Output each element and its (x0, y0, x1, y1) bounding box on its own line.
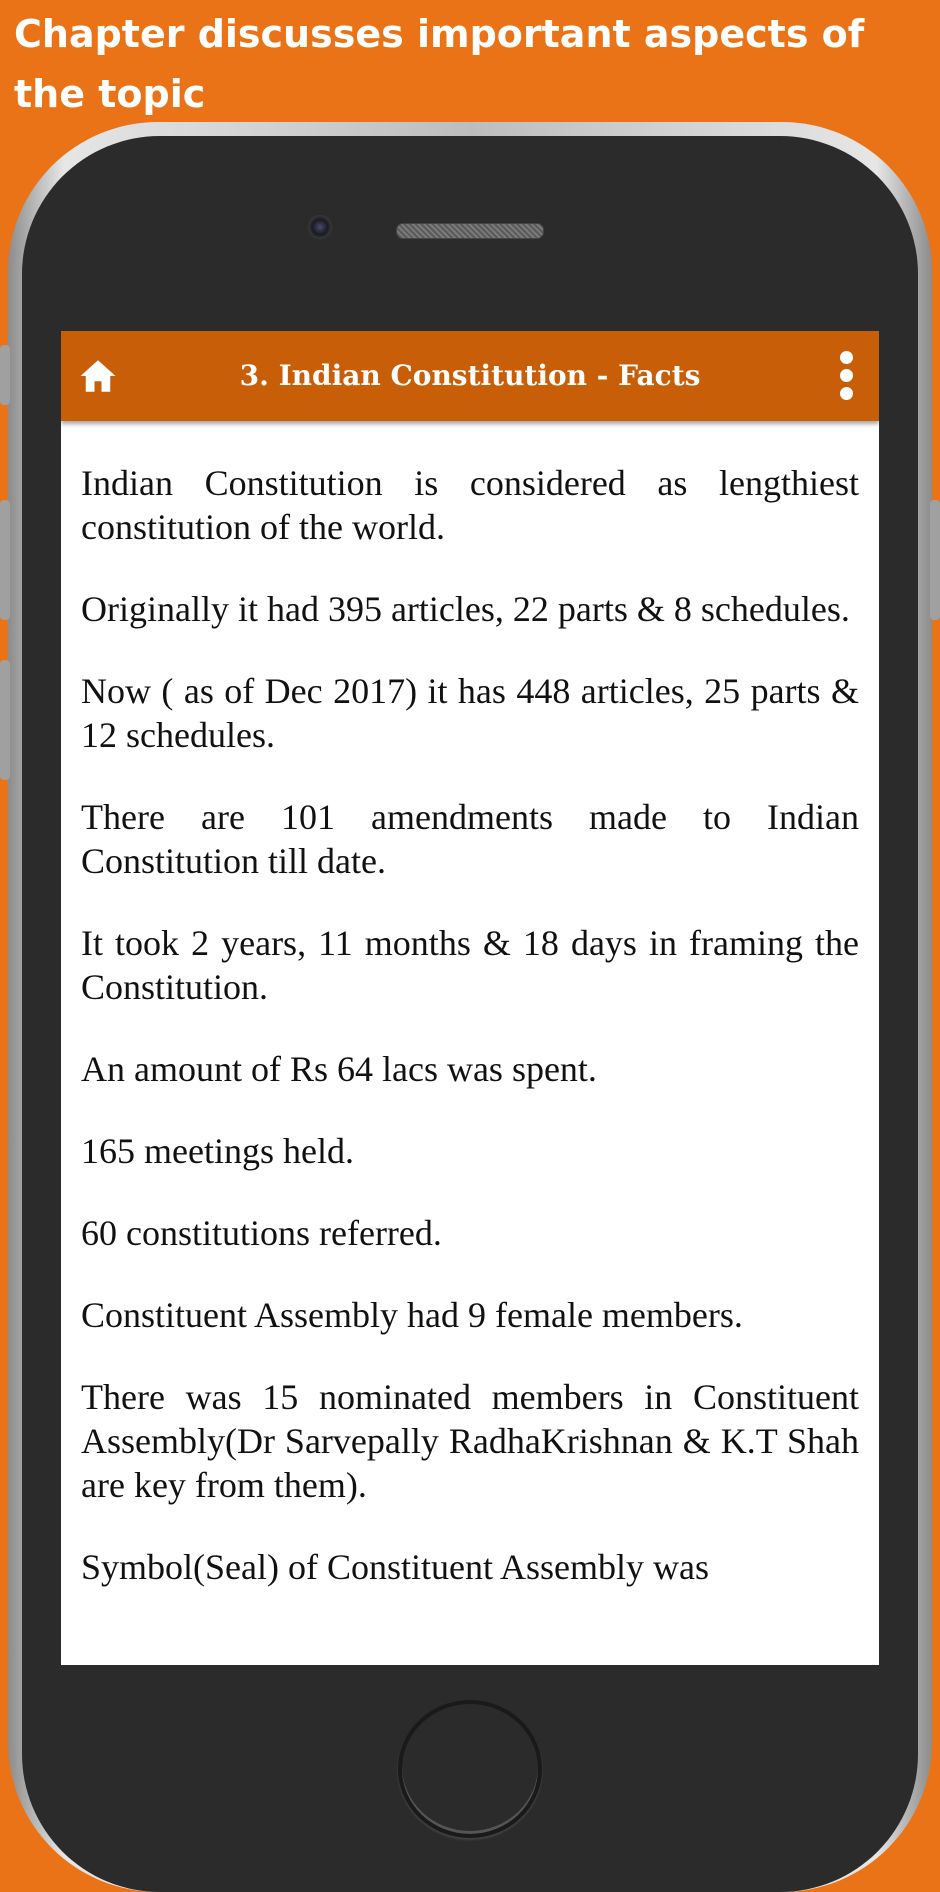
app-bar (61, 331, 879, 421)
phone-side-button-left-2 (0, 500, 10, 620)
fact-item: Now ( as of Dec 2017) it has 448 articles, 25 parts & 12 schedules. (81, 671, 859, 755)
speaker-grille (396, 223, 544, 239)
home-icon[interactable] (77, 355, 119, 397)
more-vertical-icon[interactable] (835, 351, 857, 403)
camera-icon (308, 215, 332, 239)
page-title: 3. Indian Constitution - Facts (239, 359, 701, 392)
phone-home-button[interactable] (398, 1700, 542, 1838)
fact-item: There was 15 nominated members in Constituent Assembly(Dr Sarvepally RadhaKrishnan & K.T Shah are key from them). (81, 1377, 859, 1505)
fact-item: Symbol(Seal) of Constituent Assembly was (81, 1547, 709, 1587)
fact-item: 60 constitutions referred. (81, 1213, 442, 1253)
phone-side-button-right (930, 500, 940, 620)
facts-list (81, 461, 859, 1627)
fact-item: Constituent Assembly had 9 female members. (81, 1295, 743, 1335)
fact-item: An amount of Rs 64 lacs was spent. (81, 1049, 597, 1089)
fact-item: Originally it had 395 articles, 22 parts & 8 schedules. (81, 589, 850, 629)
phone-side-button-left (0, 345, 10, 405)
fact-item: It took 2 years, 11 months & 18 days in framing the Constitution. (81, 923, 859, 1007)
app-screen (61, 331, 879, 1665)
promo-caption: Chapter discusses important aspects of the topic (14, 12, 865, 116)
phone-side-button-left-3 (0, 660, 10, 780)
fact-item: Indian Constitution is considered as lengthiest constitution of the world. (81, 463, 859, 547)
fact-item: There are 101 amendments made to Indian Constitution till date. (81, 797, 859, 881)
fact-item: 165 meetings held. (81, 1131, 354, 1171)
